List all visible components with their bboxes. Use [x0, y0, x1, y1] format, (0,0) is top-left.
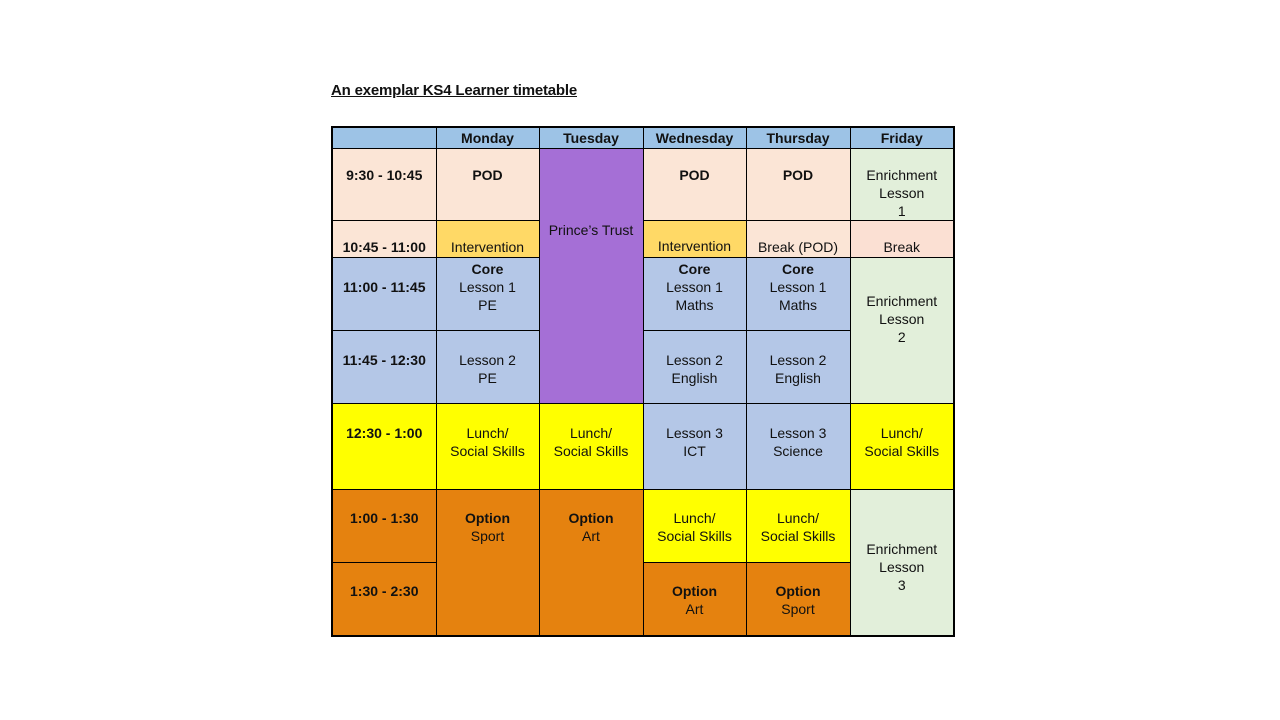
cell-line: ICT: [683, 443, 706, 459]
cell-line: Lesson: [879, 559, 925, 575]
cell-line: Lunch/: [673, 510, 716, 526]
tuesday-princes-trust-cell: Prince’s Trust: [539, 149, 643, 404]
cell-line: 1: [897, 203, 906, 219]
cell-line: Maths: [778, 297, 818, 313]
cell-line: Option: [568, 510, 614, 526]
header-wednesday: Wednesday: [643, 127, 746, 149]
friday-break-cell: Break: [850, 221, 954, 258]
cell-line: Social Skills: [553, 443, 629, 459]
cell-line: Core: [782, 261, 814, 277]
cell-line: Maths: [675, 297, 714, 313]
wednesday-pod-cell: POD: [643, 149, 746, 221]
time-cell: 1:00 - 1:30: [332, 490, 436, 563]
cell-line: Lunch/: [880, 425, 923, 441]
friday-enrichment-2-cell: [850, 258, 954, 404]
cell-line: Enrichment: [866, 541, 938, 557]
cell-line: Lesson 1: [769, 279, 827, 295]
friday-lunch-cell: [850, 404, 954, 490]
cell-line: Lesson 2: [459, 352, 516, 368]
header-tuesday: Tuesday: [539, 127, 643, 149]
cell-line: Lesson 3: [666, 425, 723, 441]
header-friday: Friday: [850, 127, 954, 149]
table-row: [332, 221, 954, 258]
cell-line: Sport: [470, 528, 505, 544]
thursday-lesson-3-cell: [746, 404, 850, 490]
monday-intervention-cell: Intervention: [436, 221, 539, 258]
table-row: [332, 258, 954, 331]
tuesday-lunch-cell: [539, 404, 643, 490]
cell-line: PE: [478, 370, 497, 386]
cell-line: Option: [775, 583, 821, 599]
tuesday-option-cell: [539, 490, 643, 636]
cell-line: Sport: [781, 601, 815, 617]
wednesday-lesson-3-cell: [643, 404, 746, 490]
thursday-lesson-2-cell: [746, 331, 850, 404]
cell-line: Option: [671, 583, 718, 599]
cell-line: Lunch/: [466, 425, 509, 441]
wednesday-option-cell: [643, 563, 746, 636]
time-cell: 11:00 - 11:45: [332, 258, 436, 331]
cell-line: English: [775, 370, 821, 386]
cell-line: Social Skills: [864, 443, 940, 459]
cell-line: 2: [897, 329, 906, 345]
monday-lunch-cell: [436, 404, 539, 490]
time-cell: 11:45 - 12:30: [332, 331, 436, 404]
page-title: An exemplar KS4 Learner timetable: [331, 82, 577, 99]
cell-line: PE: [478, 297, 497, 313]
time-cell: 1:30 - 2:30: [332, 563, 436, 636]
header-row: [332, 127, 954, 149]
monday-lesson-2-cell: [436, 331, 539, 404]
wednesday-lunch-cell: [643, 490, 746, 563]
cell-line: Art: [685, 601, 704, 617]
table-row: [332, 404, 954, 490]
cell-line: Art: [582, 528, 600, 544]
thursday-lunch-cell: [746, 490, 850, 563]
cell-line: Lesson: [879, 311, 925, 327]
cell-line: Lunch/: [776, 510, 820, 526]
cell-line: English: [671, 370, 718, 386]
time-cell: 10:45 - 11:00: [332, 221, 436, 258]
cell-line: Core: [471, 261, 504, 277]
cell-line: Science: [773, 443, 823, 459]
timetable: [331, 126, 955, 637]
cell-line: Enrichment: [866, 167, 938, 183]
cell-line: Lesson 1: [459, 279, 516, 295]
friday-enrichment-3-cell: [850, 490, 954, 636]
monday-option-cell: [436, 490, 539, 636]
wednesday-intervention-cell: Intervention: [643, 221, 746, 258]
cell-line: Lesson 2: [666, 352, 723, 368]
cell-line: Core: [678, 261, 711, 277]
thursday-break-cell: Break (POD): [746, 221, 850, 258]
thursday-option-cell: [746, 563, 850, 636]
cell-line: 3: [897, 577, 906, 593]
header-corner: [332, 127, 436, 149]
cell-line: Lesson: [879, 185, 925, 201]
header-monday: Monday: [436, 127, 539, 149]
cell-line: Social Skills: [760, 528, 836, 544]
time-cell: 12:30 - 1:00: [332, 404, 436, 490]
time-cell: 9:30 - 10:45: [332, 149, 436, 221]
thursday-pod-cell: POD: [746, 149, 850, 221]
cell-line: Social Skills: [657, 528, 732, 544]
monday-pod-cell: POD: [436, 149, 539, 221]
table-row: [332, 149, 954, 221]
friday-enrichment-1-cell: [850, 149, 954, 221]
cell-line: Lesson 2: [769, 352, 827, 368]
header-thursday: Thursday: [746, 127, 850, 149]
cell-line: Lunch/: [569, 425, 613, 441]
cell-line: Enrichment: [866, 293, 938, 309]
monday-lesson-1-cell: [436, 258, 539, 331]
cell-line: Social Skills: [450, 443, 525, 459]
cell-line: Option: [464, 510, 511, 526]
wednesday-lesson-2-cell: [643, 331, 746, 404]
cell-line: Lesson 1: [666, 279, 723, 295]
wednesday-lesson-1-cell: [643, 258, 746, 331]
thursday-lesson-1-cell: [746, 258, 850, 331]
cell-line: Lesson 3: [769, 425, 827, 441]
table-row: [332, 490, 954, 563]
